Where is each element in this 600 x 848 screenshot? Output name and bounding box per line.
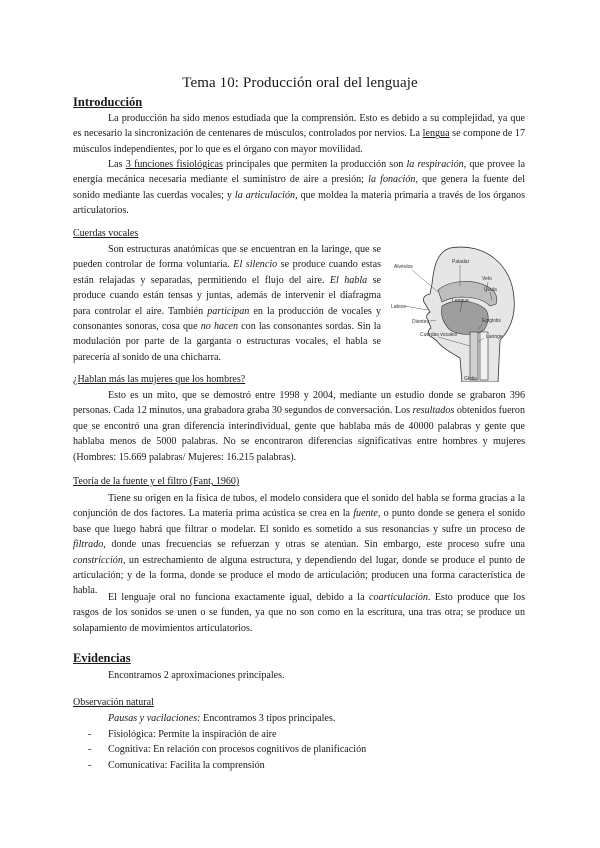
text-span: . Esto produce que los rasgos de los sonidos se unen o se funden, ya que no son como en la escritura, una tras otra; se produce un solapamiento de movimientos articulatorios. (73, 592, 525, 634)
list-item: - Fisiológica: Permite la inspiración de aire (88, 727, 366, 742)
text-span: El lenguaje oral no funciona exactamente igual, debido a la (108, 592, 370, 603)
pausas-line (73, 711, 525, 726)
text-span: principales que permiten la producción son (222, 159, 407, 170)
italic-term: constricción (73, 554, 123, 566)
text-span: , que provee la energía mecánica necesaria mediante el suministro de aire a presión; (73, 159, 525, 186)
figure-label: Dientes (412, 319, 429, 325)
figure-label: Laringe (486, 334, 503, 340)
hablan-paragraph (73, 388, 525, 465)
teoria-heading: Teoría de la fuente y el filtro (Fant, 1960) (73, 476, 240, 487)
text-span: Son estructuras anatómicas que se encuentran en la laringe, que se pueden controlar de forma voluntaria. (73, 244, 381, 271)
text-span: La producción ha sido menos estudiada que la comprensión. Esto es debido a su complejidad, ya que es necesario la sincronización de centenares de músculos, controlados por nervios. La (73, 113, 525, 140)
text-span: Esto es un mito, que se demostró entre 1998 y 2004, mediante un estudio donde se grabaron 396 personas. Cada 12 minutos, una grabadora graba 30 segundos de conversación. Los (73, 390, 525, 417)
underlined-term: lengua (422, 128, 450, 140)
cuerdas-heading: Cuerdas vocales (73, 228, 139, 239)
pausas-list (88, 727, 366, 773)
text-span: en la producción de vocales y consonantes sonoras, cosa que (73, 305, 381, 333)
pointer-line (404, 306, 428, 310)
italic-term: fuente (353, 508, 378, 520)
observacion-heading: Observación natural (73, 697, 154, 708)
text-span: , que genera la fuente del sonido mediante las cuerdas vocales; y (73, 174, 526, 201)
figure-label: Cuerdas vocales (420, 332, 458, 338)
figure-label: Alvéolos (394, 264, 413, 270)
list-item: - Cognitiva: En relación con procesos cognitivos de planificación (88, 742, 366, 757)
teoria-paragraph-1 (73, 491, 525, 599)
intro-paragraph-2 (73, 157, 525, 219)
figure-label: Glotis (464, 376, 477, 382)
text-span: , donde unas frecuencias se refuerzan y otras se atenúan. Sin embargo, este proceso sufre una (103, 539, 525, 551)
italic-term: la respiración (406, 159, 464, 170)
hablan-heading: ¿Hablan más las mujeres que los hombres? (73, 374, 246, 385)
figure-label: Lengua (452, 298, 469, 304)
figure-label: Velo (482, 276, 492, 282)
cuerdas-paragraph (73, 242, 381, 365)
underlined-term: 3 funciones fisiológicas (125, 159, 223, 170)
figure-label: Úvula (484, 287, 497, 293)
figure-label: Labios (391, 304, 406, 310)
list-item: - Comunicativa: Facilita la comprensión (88, 758, 366, 773)
evidencias-paragraph: Encontramos 2 aproximaciones principales. (108, 670, 285, 681)
italic-term: la fonación (368, 174, 416, 186)
text-span: obtenidos fueron que se encontró una gran diferencia interindividual, gente que hablaba más de 40000 palabras y gente que hablaba menos de 5000 palabras. No se encontraron diferencias significativas entre hombres y mujeres (Hombres: 15.669 palabras/ Mujeres: 16.215 palabras). (73, 405, 525, 463)
text-span: se compone de 17 músculos independientes, por lo que es el órgano con mayor movilidad. (73, 128, 526, 155)
text-span: , o punto donde se genera el sonido base que luego habrá que filtrar o modelar. El sonido es sometido a sus resonancias y sufre un proceso de (73, 508, 526, 535)
italic-term: resultados (412, 405, 455, 417)
italic-term: coarticulación (369, 592, 428, 603)
italic-term: El habla (329, 274, 368, 286)
italic-term: participan (207, 305, 250, 317)
intro-heading: Introducción (73, 95, 143, 109)
evidencias-heading: Evidencias (73, 651, 131, 665)
vocal-tract-figure (390, 240, 526, 382)
text-span: se produce cuando estas están relajadas y separadas, permitiendo el flujo del aire. (73, 259, 382, 286)
larynx-tube (470, 332, 478, 380)
text-span: Tiene su origen en la física de tubos, el modelo considera que el sonido del habla se forma gracias a la conjunción de dos factores. La materia prima acústica se crea en la (73, 493, 525, 520)
page-title: Tema 10: Producción oral del lenguaje (182, 75, 418, 91)
intro-paragraph-1 (73, 111, 525, 157)
italic-term: la articulación (234, 189, 296, 201)
italic-term: no hacen (200, 321, 239, 333)
figure-label: Paladar (452, 259, 470, 265)
figure-label: Epiglotis (482, 318, 501, 324)
italic-term: El silencio (233, 259, 278, 271)
text-span: , que moldea la materia primaria a través de los órganos articulatorios. (73, 189, 525, 217)
text-span: Las (108, 159, 126, 170)
text-span: Encontramos 3 tipos principales. (200, 713, 336, 724)
text-span: , un estrechamiento de alguna estructura, y dependiendo del lugar, donde se produce el punto de articulación; y de la forma, donde se produce el modo de articulación; producen una forma característica de habla. (73, 554, 525, 597)
teoria-paragraph-2 (73, 590, 525, 636)
italic-term: filtrado (73, 539, 104, 551)
text-span: con las consonantes sordas. Sin la modulación por parte de la garganta o estructuras vocales, el habla se parecería al sonido de una chicharra. (73, 321, 381, 363)
text-span: se produce cuando están tensas y juntas, además de intervenir el diafragma para controlar el aire. También (73, 274, 381, 317)
italic-term: Pausas y vacilaciones: (108, 713, 201, 724)
